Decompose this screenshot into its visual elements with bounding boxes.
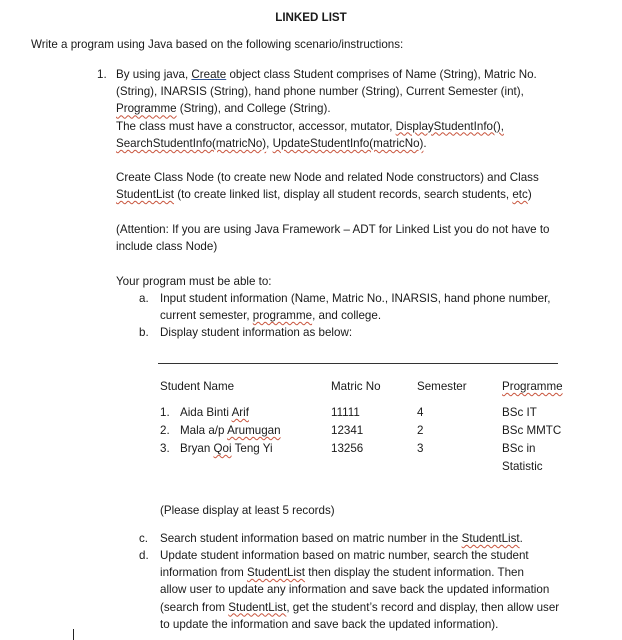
header-programme: Programme	[502, 380, 563, 393]
sub-letter-d: d.	[139, 549, 149, 562]
semester: 3	[417, 442, 424, 455]
text-span: (search from	[160, 600, 229, 614]
spellcheck-word: Arumugan	[227, 424, 281, 437]
text-line	[116, 135, 568, 152]
paragraph-requirements: Your program must be able to:	[116, 275, 272, 288]
student-name	[180, 440, 273, 457]
text-line: include class Node)	[116, 240, 218, 254]
text-span: ,	[266, 136, 273, 150]
spellcheck-word: Qoi	[213, 442, 232, 455]
paragraph-attention	[116, 221, 568, 255]
text-span: Search student information based on matric number in the	[160, 532, 462, 545]
matric-no: 11111	[331, 406, 360, 419]
text-line	[160, 564, 570, 581]
text-line: allow user to update any information and save back the updated information	[160, 583, 550, 597]
text-span: By using java,	[116, 68, 192, 81]
header-semester: Semester	[417, 380, 467, 393]
table-top-rule	[158, 363, 558, 364]
page-title: LINKED LIST	[275, 11, 347, 24]
text-span: .	[519, 532, 523, 545]
create-link[interactable]: Create	[191, 68, 227, 81]
text-line	[116, 100, 568, 117]
semester: 2	[417, 424, 424, 437]
programme: BSc MMTC	[502, 424, 562, 437]
row-number: 2.	[160, 424, 170, 437]
text-line	[116, 66, 568, 83]
text-line: to update the information and save back the updated information).	[160, 617, 499, 631]
student-name	[180, 422, 281, 439]
spellcheck-word: Programme	[116, 102, 177, 116]
sub-letter-b: b.	[139, 326, 149, 339]
sub-letter-a: a.	[139, 292, 149, 305]
text-span: .	[423, 136, 427, 150]
sub-item-d	[160, 547, 570, 633]
text-line	[116, 118, 568, 135]
text-span: )	[527, 188, 532, 202]
sub-letter-c: c.	[139, 532, 149, 545]
text-span: then display the student information. Then	[305, 566, 524, 580]
spellcheck-word: UpdateStudentInfo(matricNo)	[272, 136, 424, 150]
spellcheck-word: SearchStudentInfo(matricNo)	[116, 136, 267, 150]
matric-no: 13256	[331, 442, 364, 455]
spellcheck-word: StudentList	[116, 188, 175, 202]
text-cursor	[73, 629, 74, 640]
row-number: 3.	[160, 442, 170, 455]
text-span: (String), and College (String).	[176, 102, 331, 116]
spellcheck-word: programme	[252, 309, 313, 323]
text-line: Input student information (Name, Matric No., INARSIS, hand phone number,	[160, 292, 551, 305]
paragraph-class-student	[116, 66, 568, 152]
text-line: (Attention: If you are using Java Framework – ADT for Linked List you do not have to	[116, 223, 550, 236]
text-span: , and college.	[312, 309, 382, 323]
list-number: 1.	[97, 68, 107, 81]
intro-text: Write a program using Java based on the following scenario/instructions:	[31, 38, 404, 51]
text-span: The class must have a constructor, accessor, mutator,	[116, 119, 396, 133]
sub-item-a	[160, 290, 570, 324]
text-line: Update student information based on matric number, search the student	[160, 549, 529, 562]
text-line	[116, 186, 568, 203]
paragraph-class-node	[116, 169, 568, 203]
text-span: current semester,	[160, 309, 253, 323]
text-span: (to create linked list, display all student records, search students,	[174, 188, 513, 202]
spellcheck-word: Arif	[231, 406, 249, 419]
text-span: Teng Yi	[231, 442, 273, 455]
table-note: (Please display at least 5 records)	[160, 504, 335, 517]
header-matric-no: Matric No	[331, 380, 381, 393]
programme-continued: Statistic	[502, 460, 543, 473]
matric-no: 12341	[331, 424, 364, 437]
text-span: Bryan	[180, 442, 214, 455]
text-line: (String), INARSIS (String), hand phone number (String), Current Semester (int),	[116, 85, 524, 99]
sub-item-b: Display student information as below:	[160, 326, 353, 339]
programme: BSc in	[502, 442, 536, 455]
text-span: Mala a/p	[180, 424, 228, 437]
sub-item-c	[160, 530, 570, 547]
text-line	[160, 307, 570, 324]
spellcheck-word: DisplayStudentInfo(),	[395, 119, 504, 133]
student-name	[180, 404, 249, 421]
text-span: Aida Binti	[180, 406, 232, 419]
spellcheck-word: etc	[512, 188, 528, 202]
row-number: 1.	[160, 406, 170, 419]
text-span: , get the student’s record and display, then allow user	[286, 600, 560, 614]
spellcheck-word: StudentList	[461, 532, 520, 545]
programme: BSc IT	[502, 406, 537, 419]
text-line: Create Class Node (to create new Node and related Node constructors) and Class	[116, 171, 539, 184]
header-student-name: Student Name	[160, 380, 235, 393]
text-line	[160, 599, 570, 616]
semester: 4	[417, 406, 424, 419]
spellcheck-word: StudentList	[228, 600, 287, 614]
text-span: information from	[160, 566, 247, 580]
text-span: object class Student comprises of Name (String), Matric No.	[226, 68, 537, 81]
spellcheck-word: StudentList	[246, 566, 305, 580]
